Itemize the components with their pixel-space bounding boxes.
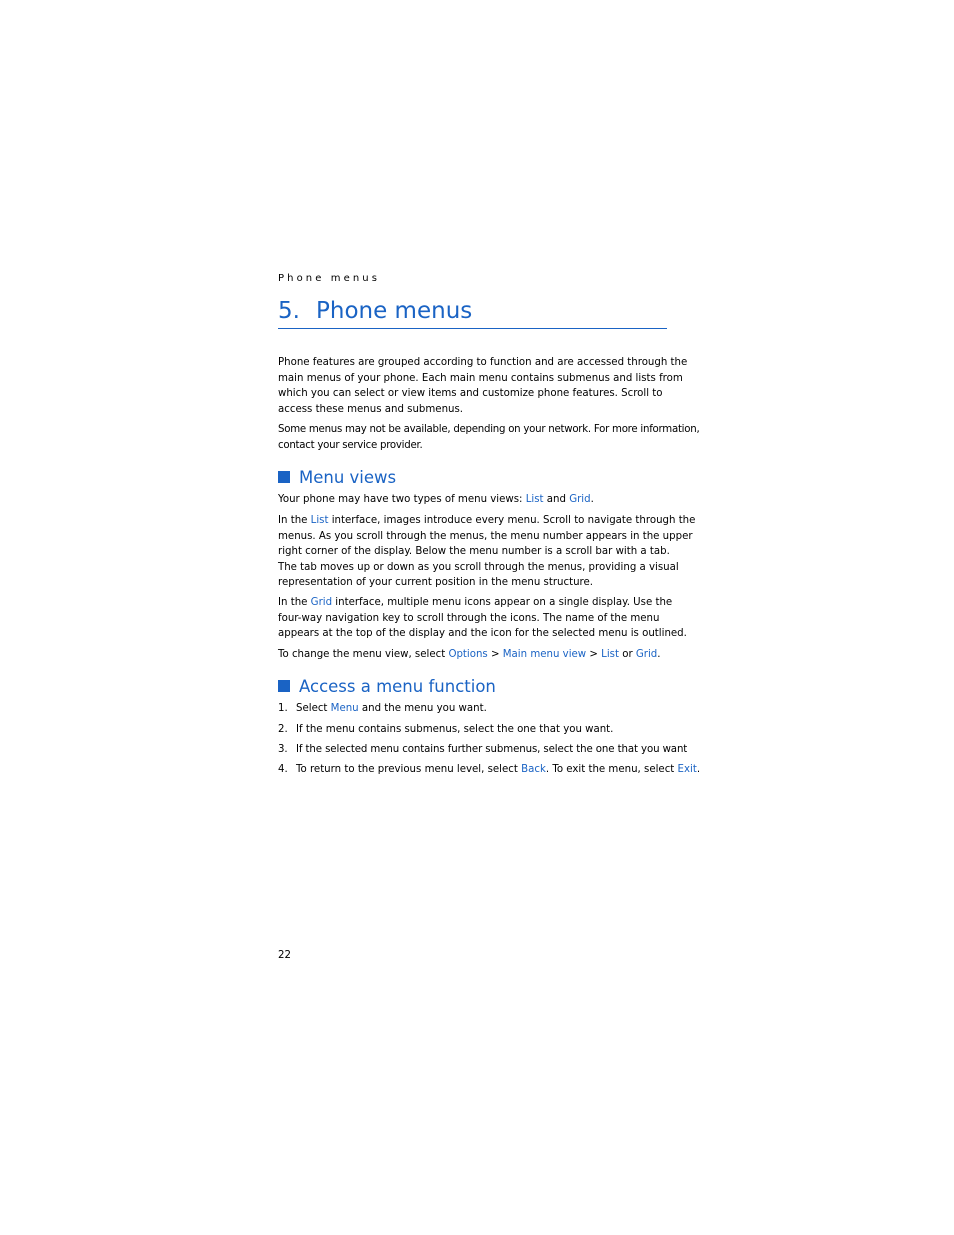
text-run: Select	[296, 703, 331, 714]
text-line: Some menus may not be available, depending on your network. For more information,	[278, 424, 700, 435]
section-heading-menu-views	[278, 467, 396, 489]
text-line: which you can select or view items and customize phone features. Scroll to	[278, 388, 663, 400]
grid-link[interactable]: Grid	[635, 649, 658, 660]
grid-link[interactable]: Grid	[310, 597, 333, 608]
intro-paragraph-2	[278, 422, 700, 453]
list-item-number: 3.	[278, 744, 288, 755]
section-heading-access-menu-function	[278, 676, 496, 698]
list-item	[278, 722, 613, 738]
chapter-number: 5.	[278, 298, 300, 324]
text-line: main menus of your phone. Each main menu contains submenus and lists from	[278, 372, 683, 384]
text-run: >	[586, 649, 602, 660]
text-line: four-way navigation key to scroll through the icons. The name of the menu	[278, 612, 660, 624]
list-item	[278, 742, 687, 758]
text-run: In the	[278, 515, 311, 526]
text-run: Your phone may have two types of menu views:	[278, 494, 526, 505]
text-run: . To exit the menu, select	[545, 764, 678, 775]
text-line: representation of your current position in the menu structure.	[278, 577, 594, 589]
back-link[interactable]: Back	[521, 764, 546, 775]
text-run: interface, images introduce every menu. Scroll to navigate through the	[328, 515, 696, 526]
page-number: 22	[278, 950, 291, 961]
section-heading-text: Menu views	[299, 468, 397, 487]
text-line: access these menus and submenus.	[278, 403, 464, 415]
menu-views-paragraph-4	[278, 647, 670, 663]
text-line: menus. As you scroll through the menus, the menu number appears in the upper	[278, 530, 693, 542]
list-link[interactable]: List	[525, 494, 544, 505]
text-run: To return to the previous menu level, select	[296, 764, 522, 775]
text-run: or	[618, 649, 636, 660]
list-item	[278, 762, 700, 778]
running-header: Phone menus	[278, 273, 381, 284]
section-heading-text: Access a menu function	[299, 677, 496, 696]
menu-link[interactable]: Menu	[330, 703, 359, 714]
list-item-number: 2.	[278, 724, 288, 735]
grid-link[interactable]: Grid	[569, 494, 591, 505]
section-bullet-icon	[278, 471, 290, 483]
main-menu-view-link[interactable]: Main menu view	[502, 649, 587, 660]
text-line	[278, 595, 673, 611]
menu-views-paragraph-2	[278, 513, 696, 591]
text-line	[278, 492, 670, 508]
text-run: interface, multiple menu icons appear on a single display. Use the	[332, 597, 673, 608]
options-link[interactable]: Options	[448, 649, 488, 660]
menu-views-paragraph-3	[278, 595, 687, 642]
chapter-title-text: Phone menus	[316, 298, 473, 324]
chapter-title	[278, 296, 667, 329]
text-line: appears at the top of the display and the icon for the selected menu is outlined.	[278, 628, 687, 640]
text-run: and	[543, 494, 570, 505]
text-run: To change the menu view, select	[278, 649, 449, 660]
list-item-number: 4.	[278, 764, 288, 775]
text-run: .	[590, 494, 594, 505]
exit-link[interactable]: Exit	[677, 764, 697, 775]
menu-views-paragraph-1	[278, 492, 670, 508]
text-run: In the	[278, 597, 311, 608]
text-line: The tab moves up or down as you scroll through the menus, providing a visual	[278, 561, 679, 573]
list-item	[278, 701, 487, 717]
list-link[interactable]: List	[310, 515, 329, 526]
text-run: .	[657, 649, 661, 660]
list-item-number: 1.	[278, 703, 288, 714]
text-run: If the menu contains submenus, select the one that you want.	[296, 724, 614, 735]
text-run: and the menu you want.	[358, 703, 487, 714]
text-line: right corner of the display. Below the menu number is a scroll bar with a tab.	[278, 546, 670, 558]
intro-paragraph-1	[278, 355, 688, 417]
section-bullet-icon	[278, 680, 290, 692]
text-run: >	[487, 649, 503, 660]
text-line	[278, 647, 670, 663]
text-line: contact your service provider.	[278, 439, 423, 451]
text-run: If the selected menu contains further submenus, select the one that you want	[296, 744, 688, 755]
list-link[interactable]: List	[601, 649, 619, 660]
text-line	[278, 513, 696, 529]
text-run: .	[696, 764, 701, 775]
text-line: Phone features are grouped according to function and are accessed through the	[278, 357, 688, 368]
